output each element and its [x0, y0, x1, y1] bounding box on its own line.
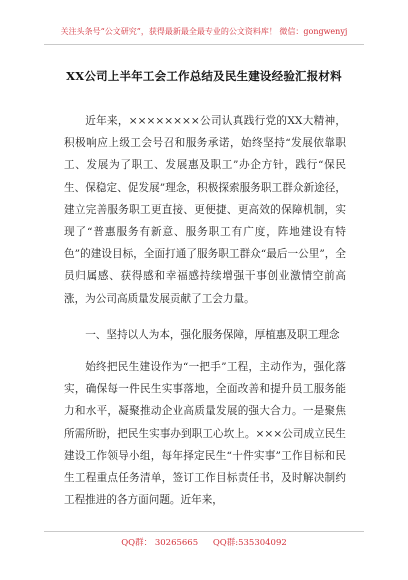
- section-heading: 一、坚持以人为本，强化服务保障，厚植惠及职工理念: [85, 328, 340, 341]
- header-promo-text: 关注头条号“公文研究”，获得最新最全最专业的公文资料库！ 微信：gongwenyj: [60, 27, 348, 36]
- footer-contact-bar: [44, 531, 364, 550]
- footer-qq-group-1: QQ群： 30265665: [121, 538, 199, 548]
- header-promo-banner: [44, 24, 364, 45]
- section-paragraph: 始终把民生建设作为“一把手”工程，主动作为，强化落实，确保每一件民生实事落地，全面改善和提升员工服务能力和水平，凝聚推动企业高质量发展的强大合力。一是聚焦所需所盼，把民生实事办到职工心坎上。×××公司成立民生建设工作领导小组，每年择定民生“十件实事”工作目标和民生工程重点任务清单，签订工作目标责任书，及时解决制约工程推进的各方面问题。近年来，: [64, 361, 346, 507]
- intro-paragraph: 近年来，××××××××公司认真践行党的XX大精神，积极响应上级工会号召和服务承诺，始终坚持“发展依靠职工、发展为了职工、发展惠及职工”办企方针，践行“保民生、保稳定、促发展”理念，积极探索服务职工群众新途径，建立完善服务职工更直接、更便捷、更高效的保障机制，实现了“普惠服务有新意、服务职工有广度，阵地建设有特色”的建设目标，全面打通了服务职工群众“最后一公里”，全员归属感、获得感和幸福感持续增强干事创业激情空前高涨，为公司高质量发展贡献了工会力量。: [64, 115, 346, 305]
- footer-qq-group-2: QQ群:535304092: [212, 538, 287, 548]
- document-body: [64, 110, 346, 511]
- document-title: XX公司上半年工会工作总结及民生建设经验汇报材料: [66, 69, 342, 83]
